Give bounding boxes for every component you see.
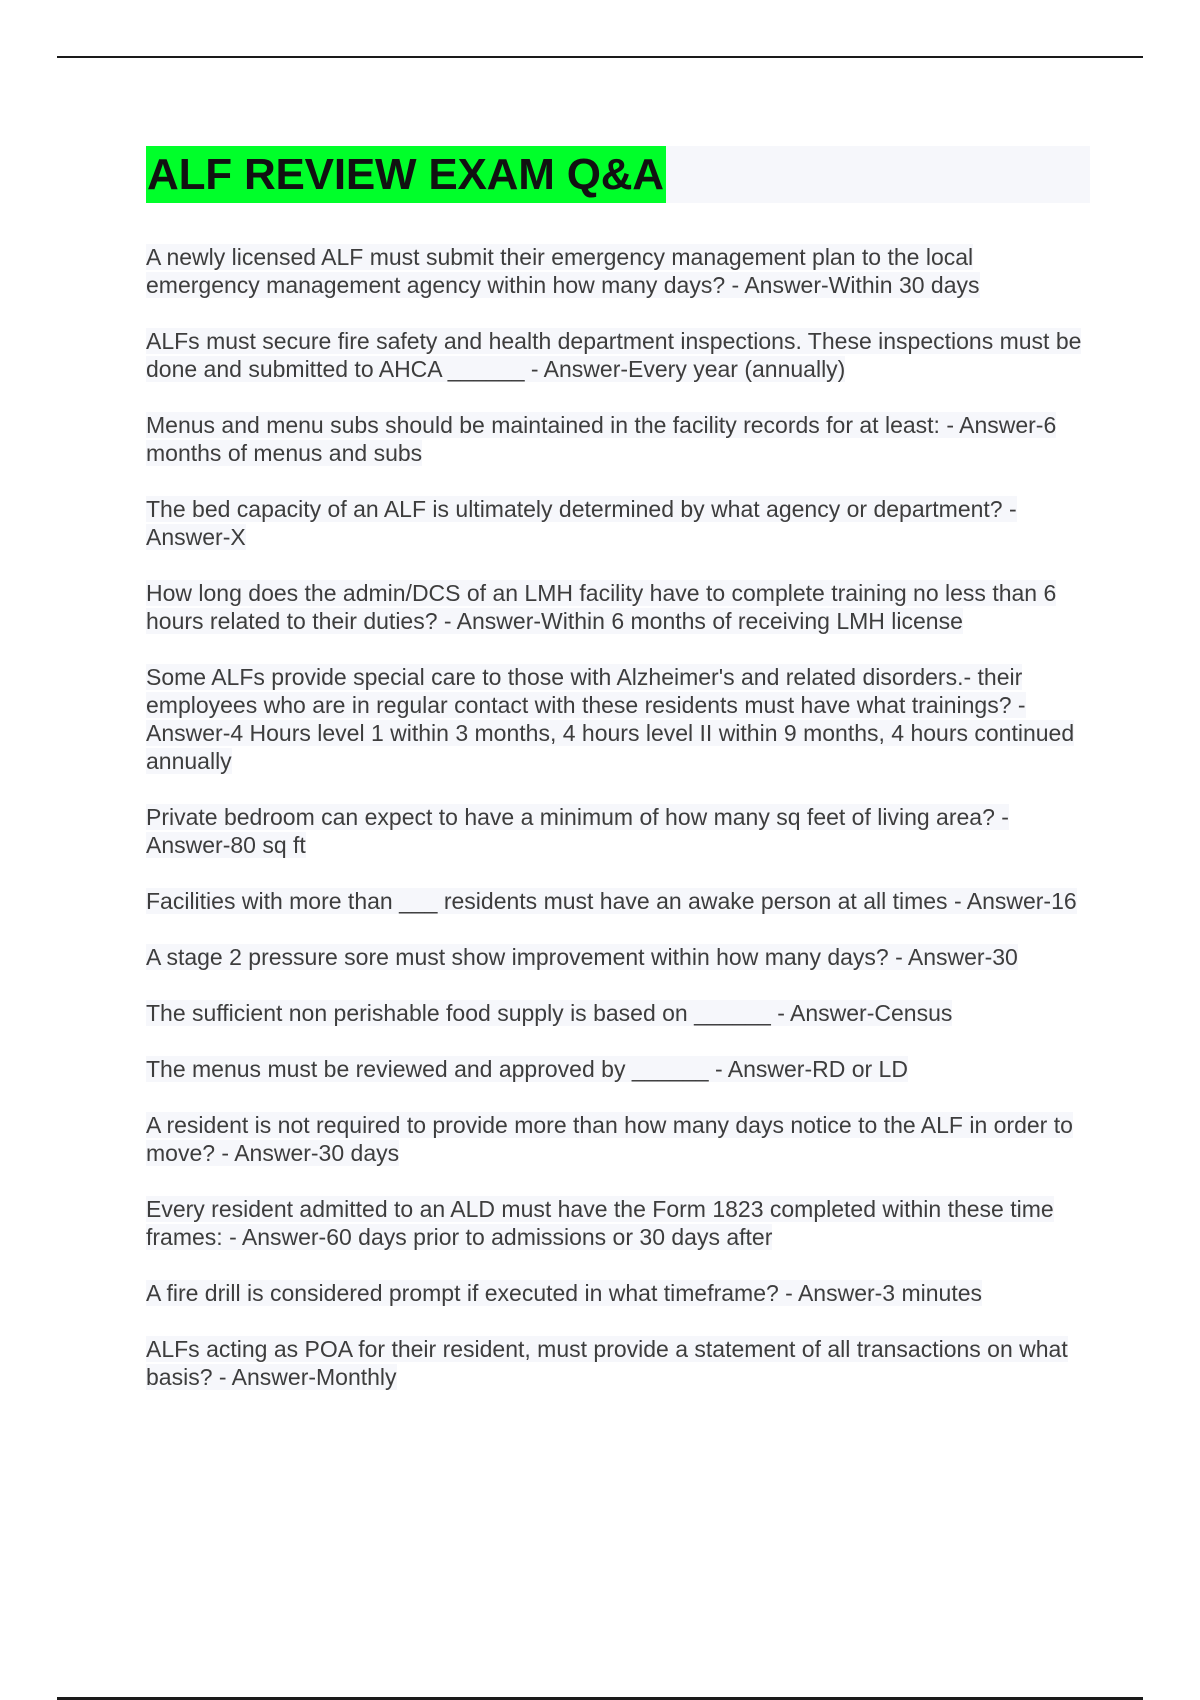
qa-item: A newly licensed ALF must submit their emergency management plan to the local emergency management agency within how many days? - Answer-Within 30 days xyxy=(146,244,980,298)
qa-item: Some ALFs provide special care to those with Alzheimer's and related disorders.- their employees who are in regular contact with these residents must have what trainings? - Answer-4 Hours level 1 within 3 months, 4 hours level II within 9 months, 4 hours continued annually xyxy=(146,664,1075,774)
qa-item: A fire drill is considered prompt if executed in what timeframe? - Answer-3 minutes xyxy=(146,1280,983,1306)
document-body xyxy=(146,146,1090,1391)
qa-item: Menus and menu subs should be maintained in the facility records for at least: - Answer-6 months of menus and subs xyxy=(146,412,1057,466)
top-rule xyxy=(57,56,1143,58)
qa-item: ALFs must secure fire safety and health department inspections. These inspections must be done and submitted to AHCA ______ - Answer-Every year (annually) xyxy=(146,328,1082,382)
qa-item: How long does the admin/DCS of an LMH facility have to complete training no less than 6 hours related to their duties? - Answer-Within 6 months of receiving LMH license xyxy=(146,580,1057,634)
qa-item: The menus must be reviewed and approved by ______ - Answer-RD or LD xyxy=(146,1056,908,1082)
qa-item: The bed capacity of an ALF is ultimately determined by what agency or department? - Answer-X xyxy=(146,496,1017,550)
qa-item: Every resident admitted to an ALD must have the Form 1823 completed within these time frames: - Answer-60 days prior to admissions or 30 days after xyxy=(146,1196,1054,1250)
qa-item: ALFs acting as POA for their resident, must provide a statement of all transactions on what basis? - Answer-Monthly xyxy=(146,1336,1068,1390)
qa-item: Facilities with more than ___ residents must have an awake person at all times - Answer-16 xyxy=(146,888,1077,914)
qa-item: The sufficient non perishable food supply is based on ______ - Answer-Census xyxy=(146,1000,953,1026)
title-row xyxy=(146,146,1090,203)
qa-item: Private bedroom can expect to have a minimum of how many sq feet of living area? - Answer-80 sq ft xyxy=(146,804,1009,858)
document-title: ALF REVIEW EXAM Q&A xyxy=(146,146,666,203)
qa-item: A stage 2 pressure sore must show improvement within how many days? - Answer-30 xyxy=(146,944,1018,970)
qa-item: A resident is not required to provide more than how many days notice to the ALF in order to move? - Answer-30 days xyxy=(146,1112,1073,1166)
qa-list xyxy=(146,243,1090,1391)
